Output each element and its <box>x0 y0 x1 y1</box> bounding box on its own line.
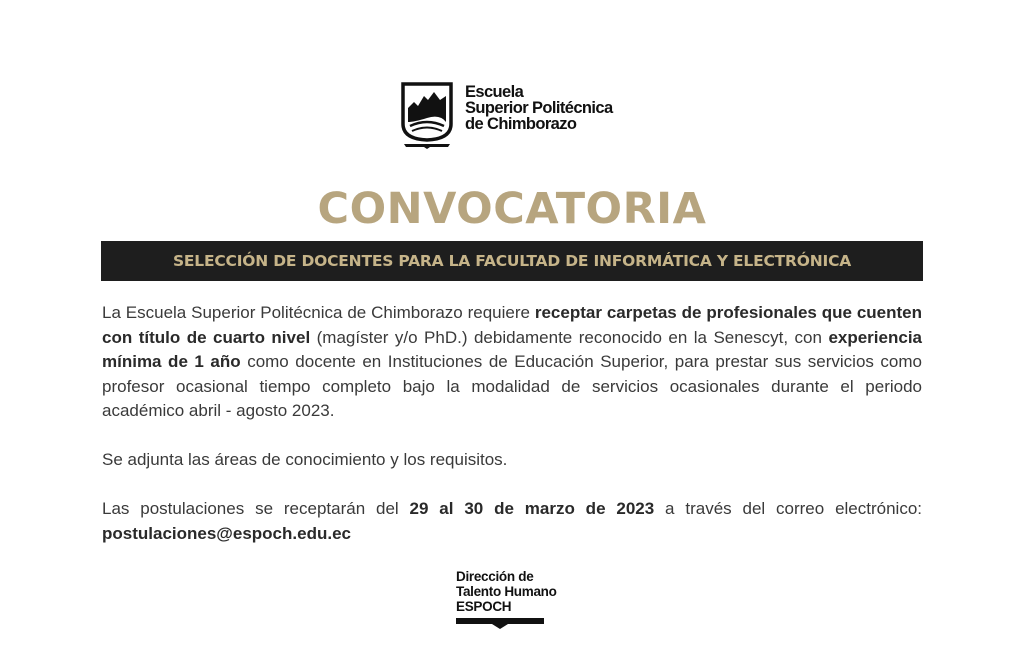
applications-dates: 29 al 30 de marzo de 2023 <box>409 499 655 518</box>
page-title: CONVOCATORIA <box>317 184 707 234</box>
intro-bold-1: receptar carpetas de profesionales que cuenten con título de cuarto nivel <box>102 303 922 347</box>
logo-line-1: Escuela <box>465 83 524 101</box>
title-banner: SELECCIÓN DE DOCENTES PARA LA FACULTAD DE INFORMÁTICA Y ELECTRÓNICA <box>101 241 923 281</box>
applications-text-2: a través del correo electrónico: <box>654 499 923 518</box>
intro-text-1: La Escuela Superior Politécnica de Chimborazo requiere <box>102 303 535 322</box>
intro-text-3: como docente en Instituciones de Educación Superior, para prestar sus servicios como profesor ocasional tiempo completo bajo la modalidad de servicios ocasionales durante el periodo académico abril - agosto 2023. <box>102 352 923 420</box>
footer-logo <box>456 569 586 632</box>
applications-email: postulaciones@espoch.edu.ec <box>102 523 351 543</box>
department-name <box>456 569 586 614</box>
book-icon <box>456 618 544 632</box>
footer-line-2: Talento Humano <box>456 584 557 599</box>
intro-text-2: (magíster y/o PhD.) debidamente reconocido en la Senescyt, con <box>310 327 829 347</box>
paragraph-attachment: Se adjunta las áreas de conocimiento y los requisitos. <box>102 450 508 469</box>
applications-text-1: Las postulaciones se receptarán del <box>102 499 410 518</box>
logo-line-3: de Chimborazo <box>465 115 577 133</box>
paragraph-applications <box>102 497 922 546</box>
announcement-body <box>102 301 922 546</box>
intro-bold-2: experiencia mínima de 1 año <box>102 327 922 371</box>
footer-line-1: Dirección de <box>456 569 534 584</box>
espoch-shield-icon <box>400 82 454 150</box>
logo-line-2: Superior Politécnica <box>465 99 613 117</box>
footer-line-3: ESPOCH <box>456 599 512 614</box>
institution-name <box>465 84 613 132</box>
paragraph-intro <box>102 301 922 424</box>
espoch-logo <box>400 82 640 152</box>
